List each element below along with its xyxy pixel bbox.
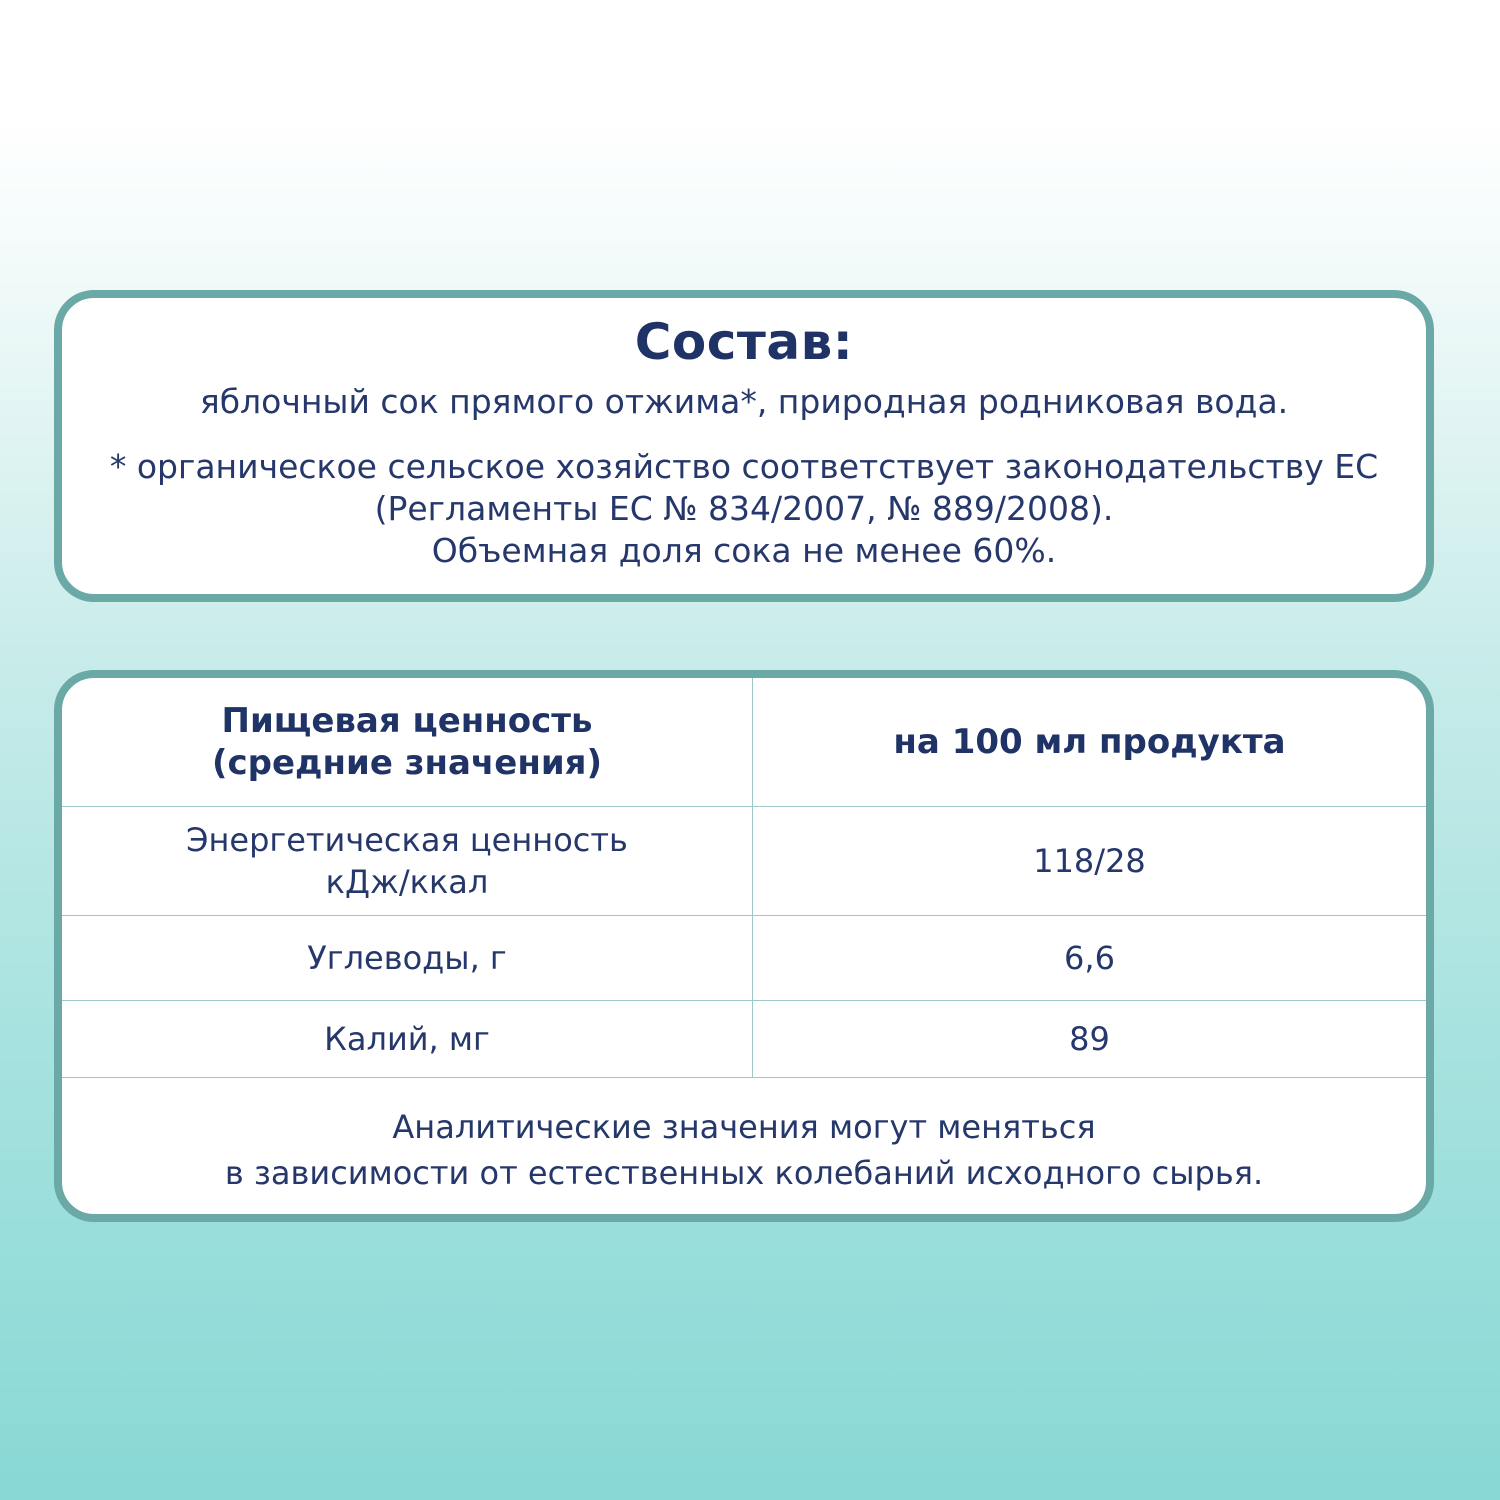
nutrition-card [54,670,1434,1222]
footnote-line: Объемная доля сока не менее 60%. [431,531,1057,570]
row-label-line: Калий, мг [324,1020,490,1058]
nutrition-table [62,678,1426,1078]
composition-card [54,290,1434,602]
header-line: Пищевая ценность [221,701,593,741]
row-label [62,807,753,916]
footnote-line: * органическое сельское хозяйство соответствует законодательству ЕС [109,447,1379,486]
table-row [62,807,1426,916]
row-value: 118/28 [753,807,1427,916]
row-label-line: кДж/ккал [325,863,489,901]
row-label-line: Углеводы, г [307,939,507,977]
row-label [62,1001,753,1078]
table-row [62,916,1426,1001]
organic-footnote [62,446,1426,572]
ingredients-text: яблочный сок прямого отжима*, природная родниковая вода. [199,382,1289,421]
table-row [62,1001,1426,1078]
composition-title: Состав: [634,313,854,371]
row-label [62,916,753,1001]
row-value: 89 [753,1001,1427,1078]
footnote-line: (Регламенты ЕС № 834/2007, № 889/2008). [374,489,1114,528]
row-value: 6,6 [753,916,1427,1001]
note-line: в зависимости от естественных колебаний исходного сырья. [224,1154,1264,1192]
analytical-note [62,1104,1426,1196]
header-nutrition-value [62,678,753,807]
header-per-100ml: на 100 мл продукта [753,678,1427,807]
header-line: (средние значения) [211,743,603,783]
table-header-row [62,678,1426,807]
row-label-line: Энергетическая ценность [186,821,628,859]
note-line: Аналитические значения могут меняться [392,1108,1096,1146]
